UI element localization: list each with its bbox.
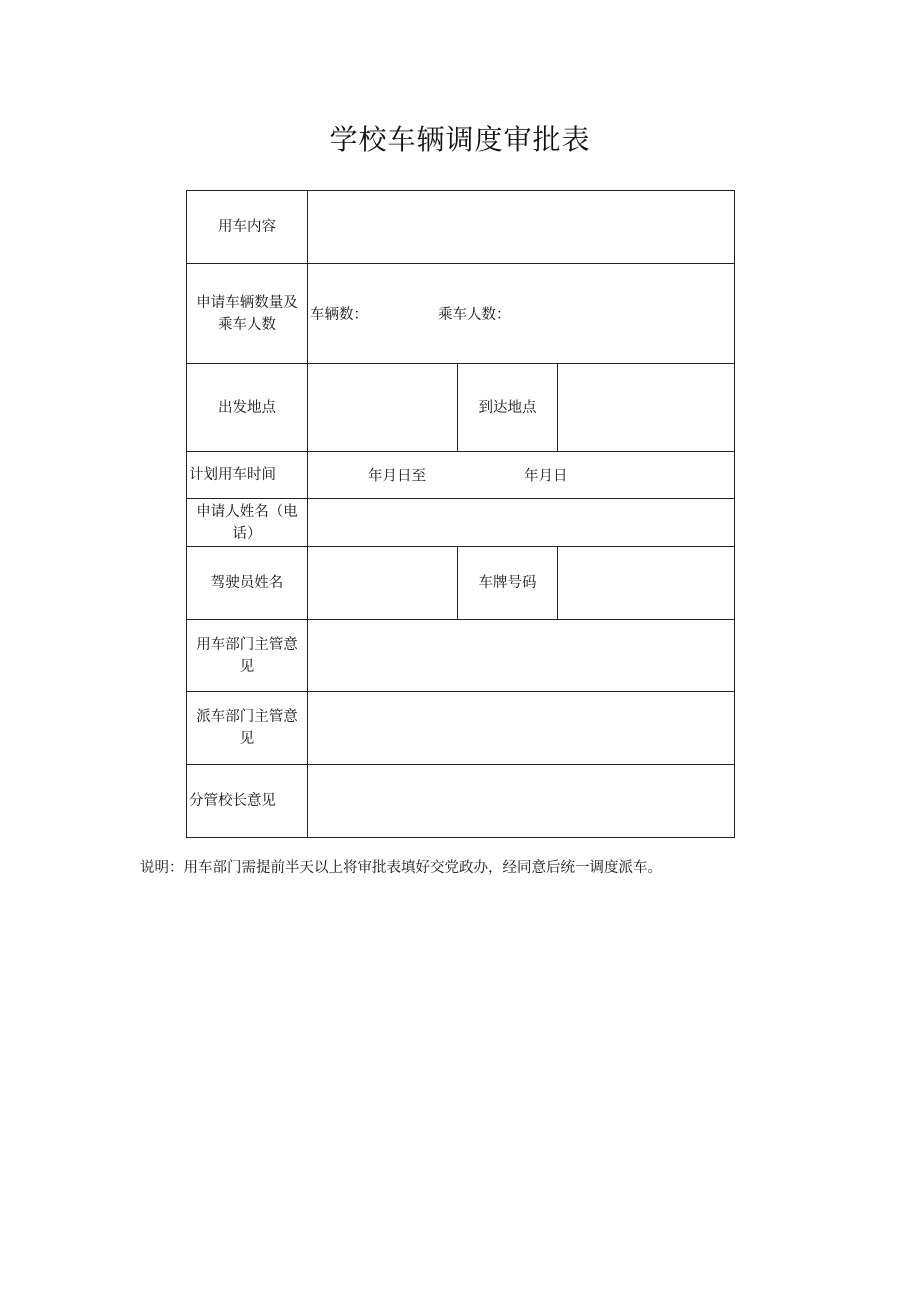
row-applicant (187, 499, 735, 547)
row-driver (187, 547, 735, 620)
label-plate: 车牌号码 (458, 547, 558, 620)
row-using-dept (187, 620, 735, 692)
planned-time-from: 年月日至 (368, 468, 426, 485)
label-planned-time: 计划用车时间 (187, 452, 308, 499)
label-driver: 驾驶员姓名 (187, 547, 308, 620)
vehicle-count-label: 车辆数： (310, 307, 368, 323)
field-principal[interactable] (308, 765, 735, 838)
label-vehicle-count: 申请车辆数量及乘车人数 (187, 264, 308, 364)
label-content: 用车内容 (187, 191, 308, 264)
field-content[interactable] (308, 191, 735, 264)
field-dispatch-dept[interactable] (308, 692, 735, 765)
row-content (187, 191, 735, 264)
field-vehicle-count[interactable] (308, 264, 735, 364)
label-using-dept: 用车部门主管意见 (187, 620, 308, 692)
field-plate[interactable] (558, 547, 735, 620)
field-applicant[interactable] (308, 499, 735, 547)
label-departure: 出发地点 (187, 364, 308, 452)
label-applicant: 申请人姓名（电话） (187, 499, 308, 547)
field-using-dept[interactable] (308, 620, 735, 692)
approval-form-table (186, 190, 735, 838)
field-departure[interactable] (308, 364, 458, 452)
form-note: 说明：用车部门需提前半天以上将审批表填好交党政办，经同意后统一调度派车。 (140, 860, 662, 876)
field-arrival[interactable] (558, 364, 735, 452)
row-locations (187, 364, 735, 452)
row-planned-time (187, 452, 735, 499)
page-title: 学校车辆调度审批表 (329, 123, 591, 156)
row-dispatch-dept (187, 692, 735, 765)
passenger-count-label: 乘车人数： (438, 307, 511, 323)
field-driver[interactable] (308, 547, 458, 620)
planned-time-to: 年月日 (524, 468, 568, 485)
row-vehicle-count (187, 264, 735, 364)
label-principal: 分管校长意见 (187, 765, 308, 838)
field-planned-time[interactable] (308, 452, 735, 499)
label-arrival: 到达地点 (458, 364, 558, 452)
label-dispatch-dept: 派车部门主管意见 (187, 692, 308, 765)
row-principal (187, 765, 735, 838)
